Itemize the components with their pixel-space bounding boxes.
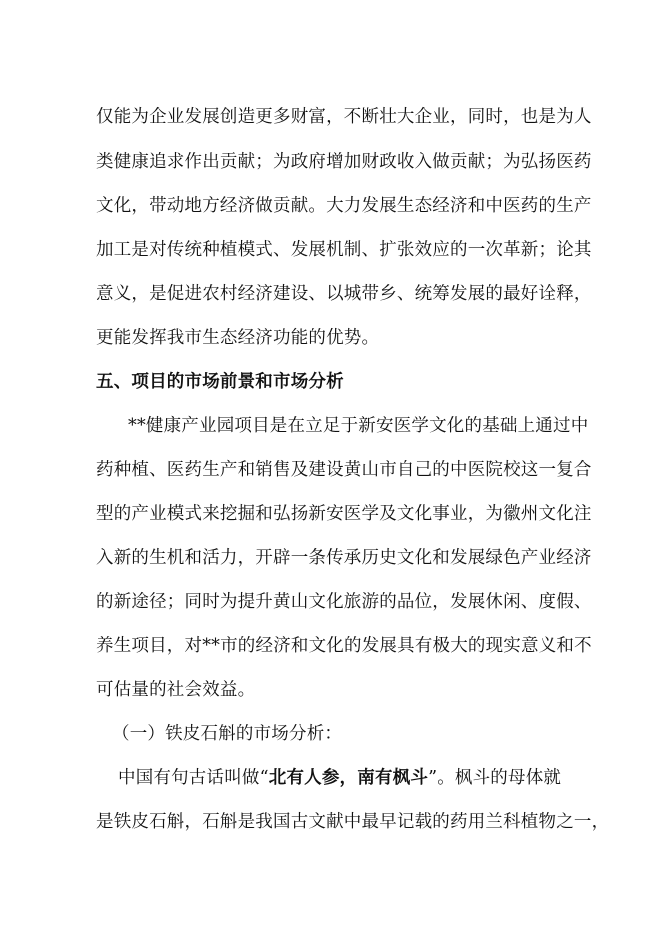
quote-suffix: ”。枫斗的母体就 (428, 768, 562, 788)
paragraph-line: 型的产业模式来挖掘和弘扬新安医学及文化事业，为徽州文化注 (96, 504, 592, 524)
paragraph-line: 意义，是促进农村经济建设、以城带乡、统筹发展的最好诠释， (96, 284, 592, 304)
paragraph-line: 更能发挥我市生态经济功能的优势。 (96, 328, 380, 348)
paragraph-line: 文化，带动地方经济做贡献。大力发展生态经济和中医药的生产 (96, 196, 592, 216)
paragraph-line: 的新途径；同时为提升黄山文化旅游的品位，发展休闲、度假、 (96, 592, 592, 612)
paragraph-line: **健康产业园项目是在立足于新安医学文化的基础上通过中 (128, 416, 589, 436)
paragraph-line: 是铁皮石斛，石斛是我国古文献中最早记载的药用兰科植物之一， (96, 812, 610, 832)
section-heading: 五、项目的市场前景和市场分析 (96, 372, 344, 392)
paragraph-line: 入新的生机和活力，开辟一条传承历史文化和发展绿色产业经济 (96, 548, 592, 568)
paragraph-line: 仅能为企业发展创造更多财富，不断壮大企业，同时，也是为人 (96, 107, 592, 127)
paragraph-line: 养生项目，对**市的经济和文化的发展具有极大的现实意义和不 (96, 636, 592, 656)
quote-prefix: 中国有句古话叫做“ (118, 768, 269, 788)
paragraph-line: 加工是对传统种植模式、发展机制、扩张效应的一次革新；论其 (96, 240, 592, 260)
paragraph-line: 类健康追求作出贡献；为政府增加财政收入做贡献；为弘扬医药 (96, 152, 592, 172)
paragraph-line (118, 766, 574, 790)
paragraph-line: 药种植、医药生产和销售及建设黄山市自己的中医院校这一复合 (96, 460, 592, 480)
subheading: （一）铁皮石斛的市场分析： (112, 724, 343, 744)
quote-bold: 北有人参，南有枫斗 (268, 768, 429, 788)
paragraph-line: 可估量的社会效益。 (96, 680, 256, 700)
